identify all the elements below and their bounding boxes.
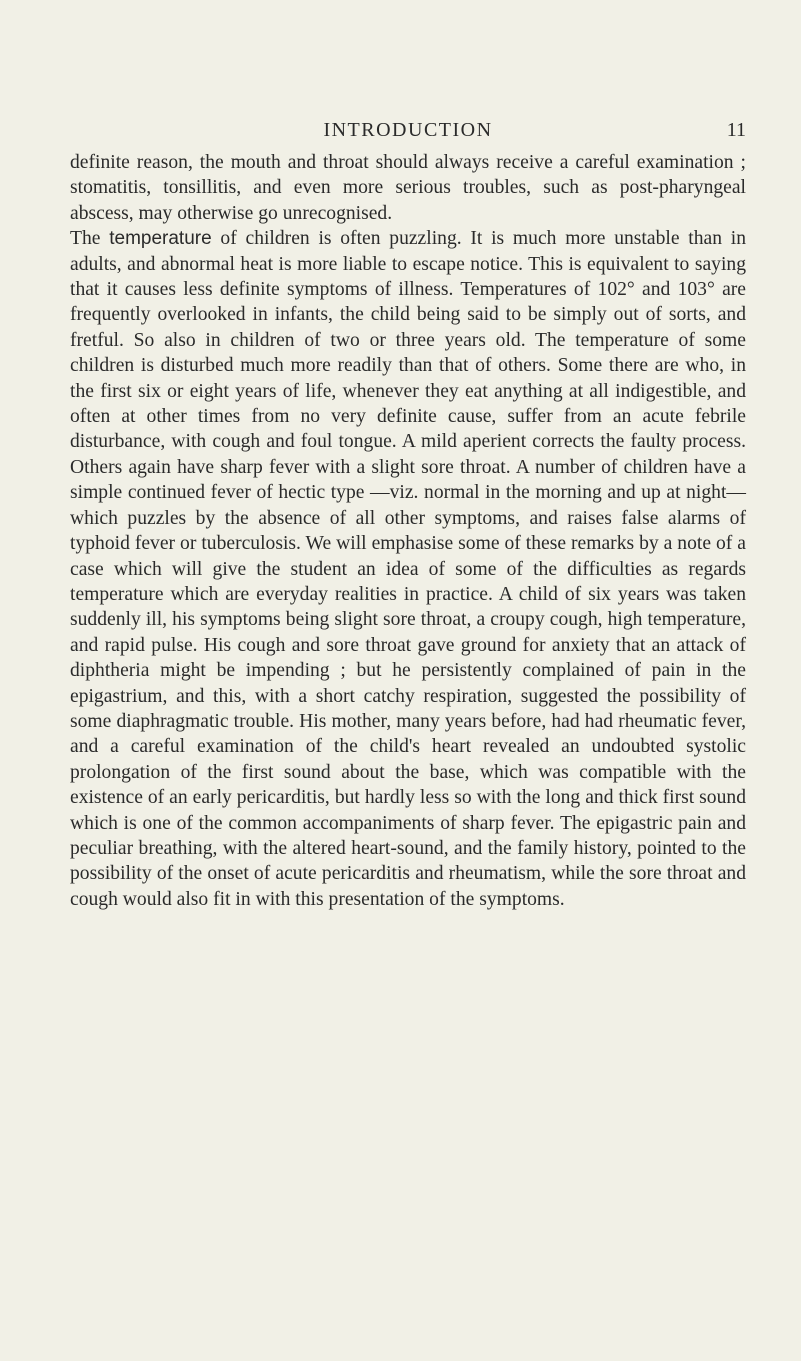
running-title: INTRODUCTION xyxy=(323,119,493,141)
paragraph-continuation: definite reason, the mouth and throat should always receive a careful examination ; stomatitis, tonsillitis, and even more serious troubles, such as post-pharyngeal abscess, may otherwise go unrecognised. xyxy=(70,152,746,224)
paragraph-lead: The xyxy=(70,228,110,250)
running-head xyxy=(70,116,746,144)
paragraph-temperature xyxy=(70,226,746,912)
body-text xyxy=(70,150,746,912)
term-temperature: temperature xyxy=(109,228,212,250)
paragraph-body: of children is often puzzling. It is much more unstable than in adults, and abnormal heat is more liable to escape notice. This is equivalent to saying that it causes less definite symptoms of illness. Temperatures of 102° and 103° are frequently overlooked in infants, the child being said to be simply out of sorts, and fretful. So also in children of two or three years old. The temperature of some children is disturbed much more readily than that of others. Some there are who, in the first six or eight years of life, whenever they eat anything at all indigestible, and often at other times from no very definite cause, suffer from an acute febrile disturbance, with cough and foul tongue. A mild aperient corrects the faulty process. Others again have sharp fever with a slight sore throat. A number of children have a simple continued fever of hectic type —viz. normal in the morning and up at night—which puzzles by the absence of all other symptoms, and raises false alarms of typhoid fever or tuberculosis. We will emphasise some of these remarks by a note of a case which will give the student an idea of some of the difficulties as regards temperature which are everyday realities in practice. A child of six years was taken suddenly ill, his symptoms being slight sore throat, a croupy cough, high temperature, and rapid pulse. His cough and sore throat gave ground for anxiety that an attack of diphtheria might be impending ; but he persistently complained of pain in the epigastrium, and this, with a short catchy respiration, suggested the possibility of some diaphragmatic trouble. His mother, many years before, had had rheumatic fever, and a careful examination of the child's heart revealed an undoubted systolic prolongation of the first sound about the base, which was compatible with the existence of an early pericarditis, but hardly less so with the long and thick first sound which is one of the common accompaniments of sharp fever. The epigastric pain and peculiar breathing, with the altered heart-sound, and the family history, pointed to the possibility of the onset of acute pericarditis and rheumatism, while the sore throat and cough would also fit in with this presentation of the symptoms. xyxy=(70,228,746,910)
page-number: 11 xyxy=(726,119,746,141)
